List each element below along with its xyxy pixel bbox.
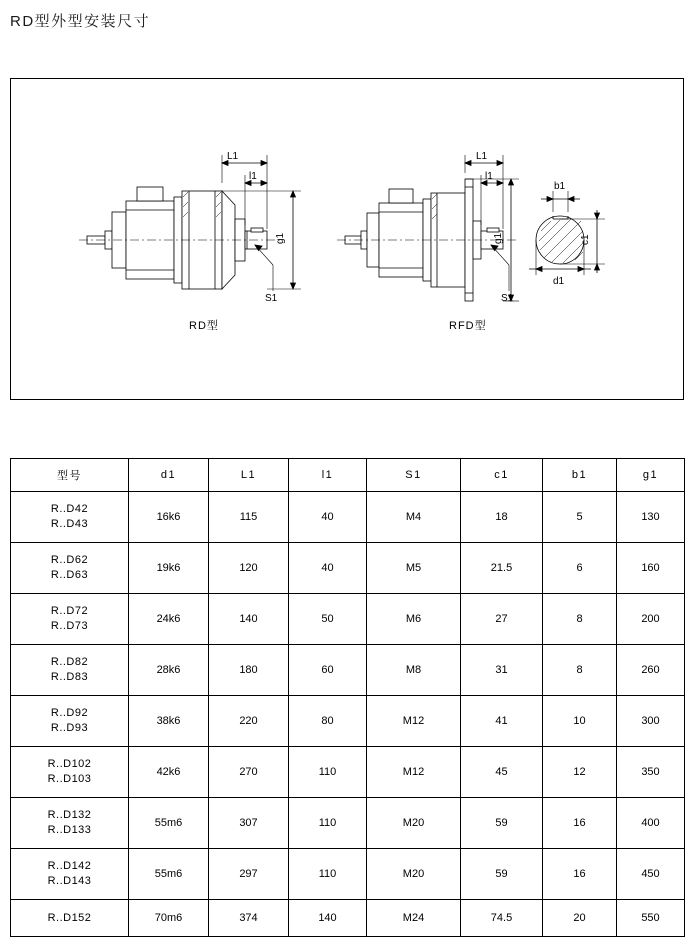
dimension-drawing [11, 79, 683, 399]
cell-g1: 400 [617, 798, 685, 849]
cell-b1: 5 [543, 492, 617, 543]
cell-c1: 21.5 [461, 543, 543, 594]
figure-caption-rfd: RFD型 [449, 320, 487, 332]
table-row [11, 798, 685, 849]
table-row [11, 849, 685, 900]
cell-d1: 42k6 [129, 747, 209, 798]
table-header-row [11, 459, 685, 492]
cell-model [11, 696, 129, 747]
cell-d1: 24k6 [129, 594, 209, 645]
cell-l1: 270 [209, 747, 289, 798]
cell-d1: 70m6 [129, 900, 209, 937]
model-name: R..D132 [47, 809, 92, 821]
cell-c1: 18 [461, 492, 543, 543]
cell-c1: 74.5 [461, 900, 543, 937]
model-name: R..D72 [50, 605, 89, 617]
cell-i1: 110 [289, 798, 367, 849]
cell-model [11, 543, 129, 594]
cell-model [11, 594, 129, 645]
table-row [11, 696, 685, 747]
model-name: R..D143 [47, 875, 92, 887]
cell-d1: 55m6 [129, 849, 209, 900]
model-name: R..D103 [47, 773, 92, 785]
model-name: R..D63 [50, 569, 89, 581]
column-header-g1: g1 [617, 459, 685, 492]
label-l1-left: L1 [227, 151, 239, 162]
cell-c1: 41 [461, 696, 543, 747]
cell-d1: 55m6 [129, 798, 209, 849]
table-body [11, 492, 685, 937]
cell-g1: 300 [617, 696, 685, 747]
cell-c1: 45 [461, 747, 543, 798]
table-row [11, 747, 685, 798]
cell-model [11, 492, 129, 543]
cell-b1: 16 [543, 798, 617, 849]
cell-c1: 59 [461, 798, 543, 849]
cell-s1: M20 [367, 798, 461, 849]
cell-i1: 50 [289, 594, 367, 645]
table-row [11, 594, 685, 645]
label-i1-right: l1 [485, 171, 493, 182]
cell-l1: 307 [209, 798, 289, 849]
cell-i1: 60 [289, 645, 367, 696]
model-name: R..D83 [50, 671, 89, 683]
cell-g1: 260 [617, 645, 685, 696]
cell-c1: 27 [461, 594, 543, 645]
cell-g1: 550 [617, 900, 685, 937]
column-header-d1: d1 [129, 459, 209, 492]
cell-i1: 80 [289, 696, 367, 747]
cell-s1: M5 [367, 543, 461, 594]
cell-i1: 110 [289, 747, 367, 798]
cell-s1: M6 [367, 594, 461, 645]
model-name: R..D152 [47, 911, 92, 924]
cell-s1: M20 [367, 849, 461, 900]
cell-model [11, 900, 129, 937]
cell-s1: M12 [367, 747, 461, 798]
cell-b1: 20 [543, 900, 617, 937]
cell-s1: M24 [367, 900, 461, 937]
model-name: R..D43 [50, 518, 89, 530]
label-d1: d1 [553, 276, 565, 287]
model-name: R..D133 [47, 824, 92, 836]
table-row [11, 492, 685, 543]
column-header-model: 型号 [11, 459, 129, 492]
label-c1: c1 [580, 234, 591, 245]
dimension-table [10, 458, 685, 937]
cell-model [11, 645, 129, 696]
cell-g1: 450 [617, 849, 685, 900]
cell-b1: 6 [543, 543, 617, 594]
cell-c1: 59 [461, 849, 543, 900]
label-g1-right: g1 [493, 232, 504, 244]
column-header-i1: l1 [289, 459, 367, 492]
cell-l1: 120 [209, 543, 289, 594]
cell-i1: 40 [289, 492, 367, 543]
cell-l1: 374 [209, 900, 289, 937]
cell-l1: 220 [209, 696, 289, 747]
label-s1-right: S1 [501, 293, 514, 304]
cell-g1: 350 [617, 747, 685, 798]
column-header-b1: b1 [543, 459, 617, 492]
cell-model [11, 747, 129, 798]
cell-s1: M8 [367, 645, 461, 696]
cell-d1: 28k6 [129, 645, 209, 696]
cell-i1: 140 [289, 900, 367, 937]
cell-b1: 12 [543, 747, 617, 798]
label-l1-right: L1 [476, 151, 488, 162]
model-name: R..D92 [50, 707, 89, 719]
model-name: R..D82 [50, 656, 89, 668]
table-row [11, 900, 685, 937]
page-title: RD型外型安装尺寸 [10, 13, 151, 30]
cell-i1: 40 [289, 543, 367, 594]
label-i1-left: l1 [249, 171, 257, 182]
table-row [11, 645, 685, 696]
cell-d1: 16k6 [129, 492, 209, 543]
cell-b1: 8 [543, 594, 617, 645]
cell-i1: 110 [289, 849, 367, 900]
cell-l1: 140 [209, 594, 289, 645]
cell-s1: M4 [367, 492, 461, 543]
cell-g1: 160 [617, 543, 685, 594]
model-name: R..D102 [47, 758, 92, 770]
cell-l1: 297 [209, 849, 289, 900]
cell-g1: 200 [617, 594, 685, 645]
model-name: R..D93 [50, 722, 89, 734]
column-header-c1: c1 [461, 459, 543, 492]
label-b1: b1 [554, 181, 566, 192]
model-name: R..D42 [50, 503, 89, 515]
model-name: R..D142 [47, 860, 92, 872]
cell-b1: 8 [543, 645, 617, 696]
label-g1-left: g1 [275, 232, 286, 244]
cell-b1: 10 [543, 696, 617, 747]
table-row [11, 543, 685, 594]
cell-d1: 38k6 [129, 696, 209, 747]
figure-panel [10, 78, 684, 400]
cell-l1: 115 [209, 492, 289, 543]
column-header-s1: S1 [367, 459, 461, 492]
cell-s1: M12 [367, 696, 461, 747]
cell-d1: 19k6 [129, 543, 209, 594]
model-name: R..D73 [50, 620, 89, 632]
cell-b1: 16 [543, 849, 617, 900]
model-name: R..D62 [50, 554, 89, 566]
cell-g1: 130 [617, 492, 685, 543]
column-header-l1: L1 [209, 459, 289, 492]
figure-caption-rd: RD型 [189, 320, 219, 332]
cell-model [11, 849, 129, 900]
label-s1-left: S1 [265, 293, 278, 304]
cell-l1: 180 [209, 645, 289, 696]
cell-c1: 31 [461, 645, 543, 696]
cell-model [11, 798, 129, 849]
